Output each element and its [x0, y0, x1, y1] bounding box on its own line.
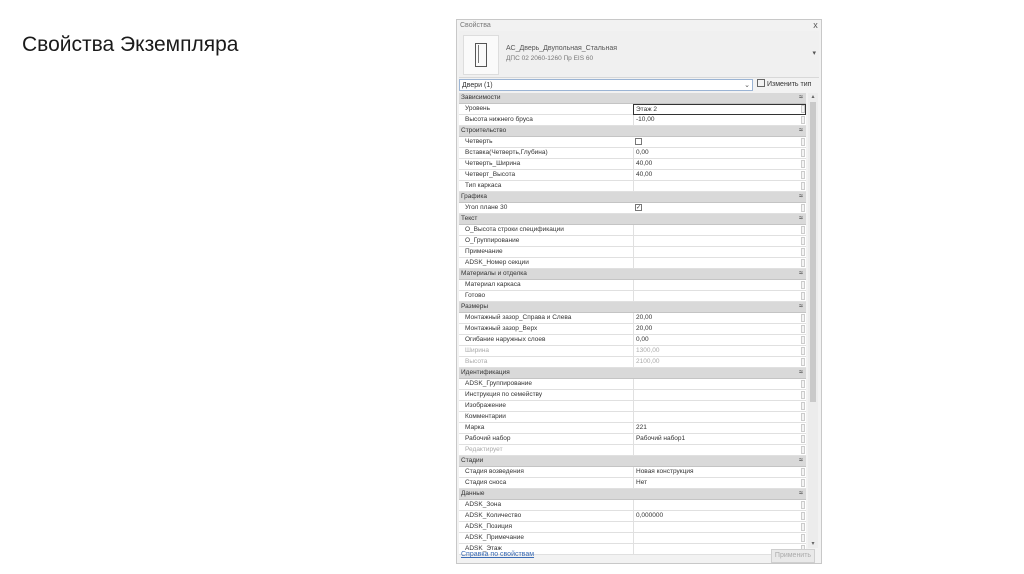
- type-dropdown-icon[interactable]: ▾: [812, 50, 816, 57]
- property-value[interactable]: [633, 280, 806, 290]
- panel-title: Свойства: [460, 22, 491, 29]
- property-label: Вставка(Четверть,Глубина): [465, 149, 548, 156]
- property-row: [459, 346, 806, 357]
- property-row: [459, 533, 806, 544]
- property-row: [459, 170, 806, 181]
- property-value[interactable]: [633, 291, 806, 301]
- instance-filter-label: Двери (1): [462, 82, 493, 89]
- property-row: [459, 379, 806, 390]
- row-scroll-tick: [801, 391, 805, 399]
- property-label: Готово: [465, 292, 486, 299]
- row-scroll-tick: [801, 182, 805, 190]
- row-scroll-tick: [801, 237, 805, 245]
- collapse-icon[interactable]: ≈: [799, 303, 803, 310]
- group-title: Данные: [461, 490, 485, 497]
- slide-title: Свойства Экземпляра: [22, 33, 239, 56]
- property-value[interactable]: 221: [633, 423, 806, 433]
- property-row: [459, 401, 806, 412]
- scrollbar[interactable]: [808, 93, 818, 548]
- collapse-icon[interactable]: ≈: [799, 369, 803, 376]
- collapse-icon[interactable]: ≈: [799, 490, 803, 497]
- row-scroll-tick: [801, 523, 805, 531]
- property-label: Комментарии: [465, 413, 506, 420]
- property-value[interactable]: [633, 247, 806, 257]
- property-label: Монтажный зазор_Верх: [465, 325, 538, 332]
- property-row: [459, 445, 806, 456]
- edit-type-button[interactable]: [757, 79, 811, 91]
- property-value[interactable]: [633, 522, 806, 532]
- row-scroll-tick: [801, 160, 805, 168]
- close-icon[interactable]: x: [813, 20, 818, 30]
- property-label: Четверть_Ширина: [465, 160, 521, 167]
- row-scroll-tick: [801, 479, 805, 487]
- property-label: ADSK_Позиция: [465, 523, 513, 530]
- property-value[interactable]: Нет: [633, 478, 806, 488]
- property-value: 1300,00: [633, 346, 806, 356]
- property-label: Угол плане 30: [465, 204, 508, 211]
- property-value[interactable]: [633, 533, 806, 543]
- property-value: [633, 445, 806, 455]
- property-row: [459, 522, 806, 533]
- group-header[interactable]: [459, 489, 806, 500]
- property-row: [459, 412, 806, 423]
- property-label: ADSK_Номер секции: [465, 259, 529, 266]
- group-header[interactable]: [459, 368, 806, 379]
- property-label: Рабочий набор: [465, 435, 511, 442]
- properties-grid: [459, 93, 806, 552]
- property-value[interactable]: [633, 390, 806, 400]
- property-row: [459, 478, 806, 489]
- row-scroll-tick: [801, 501, 805, 509]
- property-value: 2100,00: [633, 357, 806, 367]
- door-thumbnail-icon: [463, 35, 499, 75]
- group-header[interactable]: [459, 214, 806, 225]
- property-row: [459, 434, 806, 445]
- row-scroll-tick: [801, 314, 805, 322]
- property-label: ADSK_Количество: [465, 512, 522, 519]
- group-title: Строительство: [461, 127, 507, 134]
- property-value[interactable]: 20,00: [633, 313, 806, 323]
- checkbox-icon[interactable]: [635, 138, 642, 145]
- row-scroll-tick: [801, 149, 805, 157]
- group-header[interactable]: [459, 192, 806, 203]
- property-label: Марка: [465, 424, 485, 431]
- property-label: ADSK_Группирование: [465, 380, 532, 387]
- row-scroll-tick: [801, 512, 805, 520]
- row-scroll-tick: [801, 413, 805, 421]
- row-scroll-tick: [801, 358, 805, 366]
- property-row: [459, 291, 806, 302]
- property-row: [459, 423, 806, 434]
- apply-button[interactable]: Применить: [771, 549, 815, 563]
- property-label: Уровень: [465, 105, 491, 112]
- property-row: [459, 390, 806, 401]
- group-title: Материалы и отделка: [461, 270, 527, 277]
- property-row: [459, 280, 806, 291]
- property-label: Высота: [465, 358, 488, 365]
- property-row: [459, 137, 806, 148]
- property-row: [459, 247, 806, 258]
- property-label: Тип каркаса: [465, 182, 502, 189]
- row-scroll-tick: [801, 138, 805, 146]
- row-scroll-tick: [801, 171, 805, 179]
- checkbox-icon[interactable]: ✓: [636, 205, 642, 211]
- property-label: Монтажный зазор_Справа и Слева: [465, 314, 572, 321]
- collapse-icon[interactable]: ≈: [799, 127, 803, 134]
- properties-panel: [456, 19, 822, 564]
- property-value[interactable]: [633, 225, 806, 235]
- group-header[interactable]: [459, 93, 806, 104]
- property-row: [459, 203, 806, 214]
- property-label: Инструкция по семейству: [465, 391, 543, 398]
- property-label: ADSK_Этаж: [465, 545, 502, 552]
- row-scroll-tick: [801, 248, 805, 256]
- row-scroll-tick: [801, 325, 805, 333]
- collapse-icon[interactable]: ≈: [799, 94, 803, 101]
- chevron-down-icon: ⌄: [744, 82, 750, 89]
- property-row: [459, 357, 806, 368]
- scroll-up-icon[interactable]: ▴: [811, 94, 815, 100]
- instance-filter-dropdown[interactable]: [459, 79, 753, 91]
- collapse-icon[interactable]: ≈: [799, 270, 803, 277]
- row-scroll-tick: [801, 402, 805, 410]
- property-row: [459, 225, 806, 236]
- property-value[interactable]: [633, 181, 806, 191]
- row-scroll-tick: [801, 281, 805, 289]
- property-row: [459, 324, 806, 335]
- property-value[interactable]: 40,00: [633, 170, 806, 180]
- scroll-down-icon[interactable]: ▾: [811, 541, 815, 547]
- group-header[interactable]: [459, 302, 806, 313]
- row-scroll-tick: [801, 116, 805, 124]
- row-scroll-tick: [801, 424, 805, 432]
- property-label: Огибание наружных слоев: [465, 336, 546, 343]
- type-selector[interactable]: [459, 31, 819, 78]
- row-scroll-tick: [801, 336, 805, 344]
- property-value[interactable]: [633, 412, 806, 422]
- property-value[interactable]: -10,00: [633, 115, 806, 125]
- row-scroll-tick: [801, 347, 805, 355]
- edit-type-label: Изменить тип: [767, 81, 812, 88]
- group-title: Размеры: [461, 303, 489, 310]
- row-scroll-tick: [801, 226, 805, 234]
- row-scroll-tick: [801, 468, 805, 476]
- property-label: ADSK_Примечание: [465, 534, 524, 541]
- property-row: [459, 467, 806, 478]
- property-label: Ширина: [465, 347, 490, 354]
- property-value[interactable]: 40,00: [633, 159, 806, 169]
- row-scroll-tick: [801, 292, 805, 300]
- type-subname: ДПС 02 2060-1260 Пр EIS 60: [506, 55, 594, 62]
- property-value[interactable]: 0,00: [633, 335, 806, 345]
- row-scroll-tick: [801, 380, 805, 388]
- property-value[interactable]: [633, 258, 806, 268]
- property-row: [459, 115, 806, 126]
- property-label: Примечание: [465, 248, 503, 255]
- property-value[interactable]: [633, 500, 806, 510]
- row-scroll-tick: [801, 446, 805, 454]
- selector-row: [459, 79, 819, 92]
- property-label: О_Высота строки спецификации: [465, 226, 564, 233]
- property-label: Стадия сноса: [465, 479, 507, 486]
- property-row: [459, 335, 806, 346]
- property-row: [459, 511, 806, 522]
- property-value[interactable]: [633, 401, 806, 411]
- collapse-icon[interactable]: ≈: [799, 193, 803, 200]
- group-title: Графика: [461, 193, 487, 200]
- collapse-icon[interactable]: ≈: [799, 215, 803, 222]
- property-label: Редактирует: [465, 446, 503, 453]
- property-row: [459, 159, 806, 170]
- row-scroll-tick: [801, 259, 805, 267]
- property-value[interactable]: [633, 379, 806, 389]
- help-link[interactable]: Справка по свойствам: [461, 551, 535, 558]
- property-label: ADSK_Зона: [465, 501, 502, 508]
- property-value[interactable]: Рабочий набор1: [633, 434, 806, 444]
- property-label: Материал каркаса: [465, 281, 521, 288]
- group-title: Стадии: [461, 457, 484, 464]
- property-row: [459, 181, 806, 192]
- property-value[interactable]: 0,00: [633, 148, 806, 158]
- scroll-thumb[interactable]: [810, 102, 816, 402]
- property-label: Четверт_Высота: [465, 171, 516, 178]
- property-row: [459, 258, 806, 269]
- property-value[interactable]: [633, 236, 806, 246]
- type-name: АС_Дверь_Двупольная_Стальная: [506, 45, 618, 52]
- group-title: Текст: [461, 215, 478, 222]
- group-header[interactable]: [459, 269, 806, 280]
- property-label: Четверть: [465, 138, 493, 145]
- group-header[interactable]: [459, 456, 806, 467]
- row-scroll-tick: [801, 534, 805, 542]
- property-value[interactable]: Новая конструкция: [633, 467, 806, 477]
- group-title: Идентификация: [461, 369, 510, 376]
- property-label: Изображение: [465, 402, 506, 409]
- collapse-icon[interactable]: ≈: [799, 457, 803, 464]
- property-value[interactable]: 20,00: [633, 324, 806, 334]
- property-label: Стадия возведения: [465, 468, 524, 475]
- property-label: О_Группирование: [465, 237, 520, 244]
- property-row: [459, 104, 806, 115]
- row-scroll-tick: [801, 435, 805, 443]
- property-value[interactable]: 0,000000: [633, 511, 806, 521]
- property-value[interactable]: Этаж 2: [633, 104, 806, 115]
- property-row: [459, 148, 806, 159]
- row-scroll-tick: [801, 204, 805, 212]
- row-scroll-tick: [801, 105, 805, 113]
- group-title: Зависимости: [461, 94, 501, 101]
- property-label: Высота нижнего бруса: [465, 116, 533, 123]
- edit-type-icon: [757, 79, 765, 87]
- property-row: [459, 313, 806, 324]
- property-row: [459, 236, 806, 247]
- property-row: [459, 500, 806, 511]
- group-header[interactable]: [459, 126, 806, 137]
